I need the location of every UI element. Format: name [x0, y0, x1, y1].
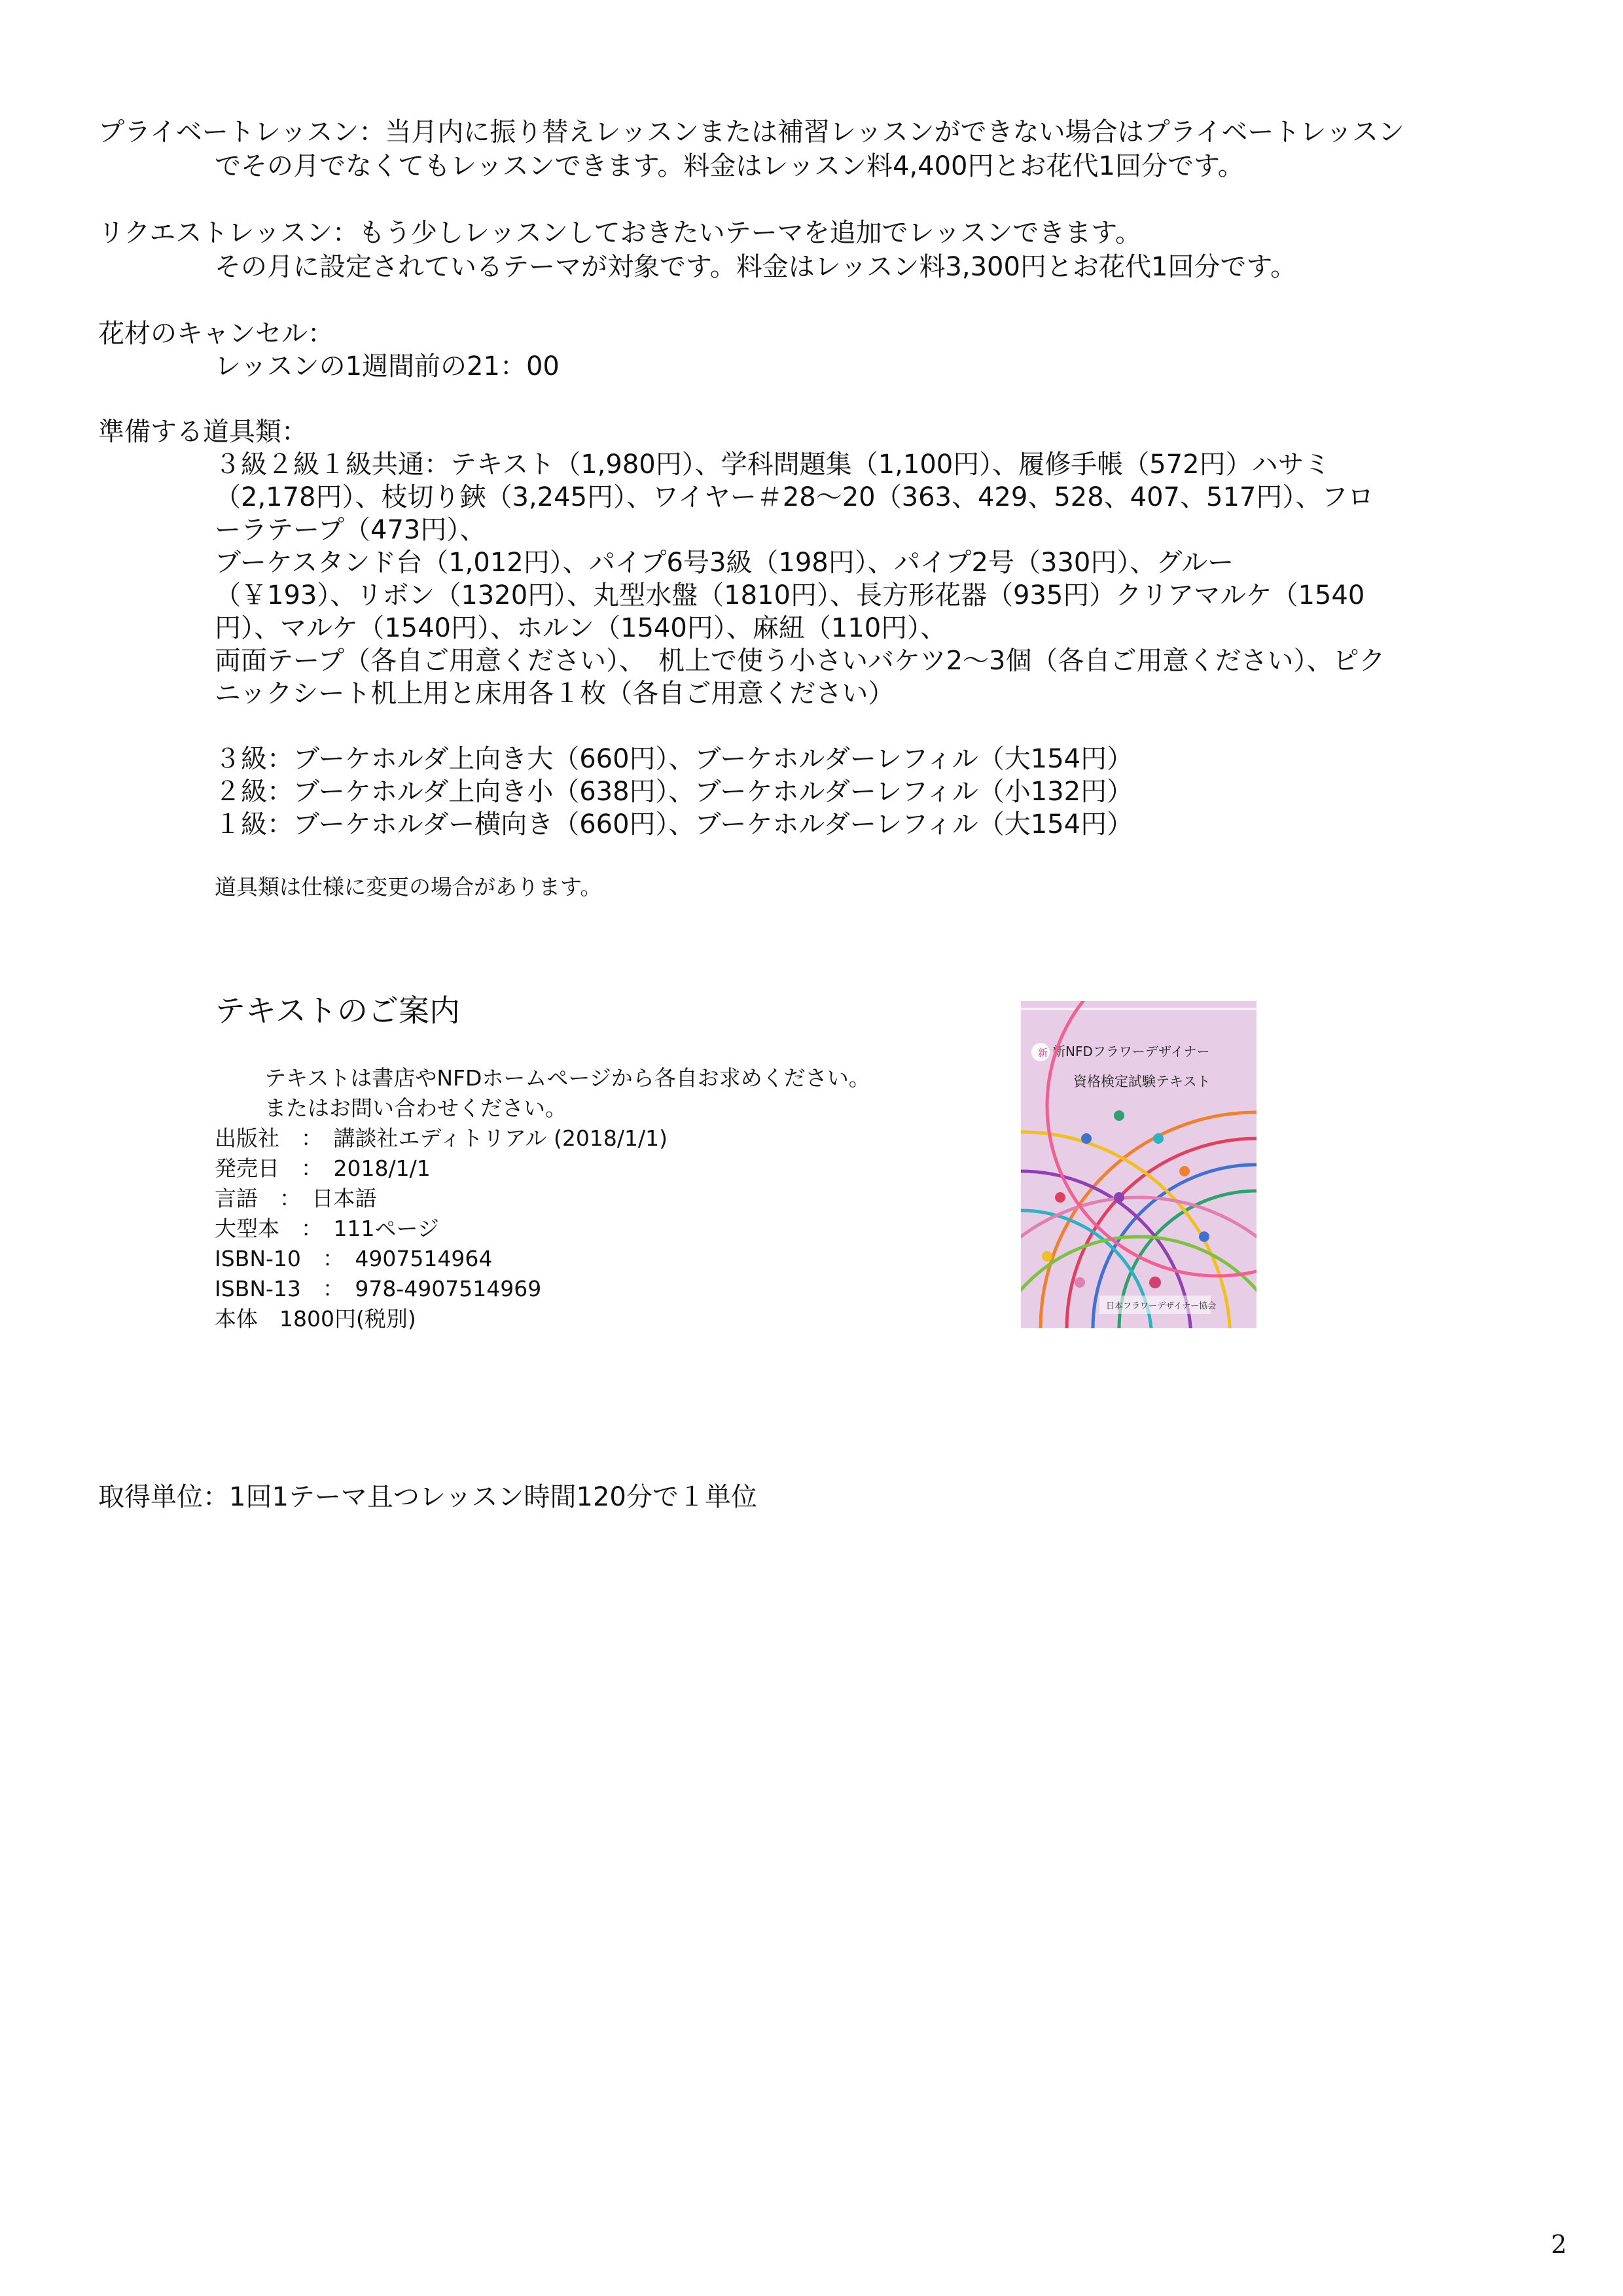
- request-lesson-line1: リクエストレッスン：もう少しレッスンしておきたいテーマを追加でレッスンできます。: [98, 218, 1141, 248]
- cancel-heading: 花材のキャンセル：: [98, 319, 334, 349]
- tools-line: （2,178円）、枝切り鋏（3,245円）、ワイヤー＃28～20（363、429、528、407、517円）、フロ: [215, 482, 1374, 512]
- book-cover-title2: 資格検定試験テキスト: [1073, 1074, 1211, 1089]
- tools-line: 両面テープ（各自ご用意ください）、 机上で使う小さいバケツ2～3個（各自ご用意ください）、ピク: [215, 646, 1385, 676]
- text-info-intro: またはお問い合わせください。: [264, 1095, 567, 1121]
- book-detail: ISBN-10 ： 4907514964: [215, 1246, 493, 1271]
- tools-line: （￥193）、リボン（1320円）、丸型水盤（1810円）、長方形花器（935円）クリアマルケ（1540: [215, 580, 1365, 610]
- cancel-detail: レッスンの1週間前の21：00: [215, 351, 560, 381]
- book-detail: 出版社 ： 講談社エディトリアル (2018/1/1): [215, 1125, 668, 1151]
- book-cover-title1: 新NFDフラワーデザイナー: [1052, 1044, 1210, 1059]
- book-detail: 本体 1800円(税別): [215, 1306, 416, 1332]
- text-info-intro: テキストは書店やNFDホームページから各自お求めください。: [264, 1065, 870, 1091]
- tools-line: ニックシート机上用と床用各１枚（各自ご用意ください）: [215, 679, 895, 709]
- grade-tools-2: ２級：ブーケホルダ上向き小（638円）、ブーケホルダーレフィル（小132円）: [215, 777, 1133, 807]
- book-detail: 言語 ： 日本語: [215, 1186, 377, 1211]
- book-detail: 大型本 ： 111ページ: [215, 1216, 439, 1241]
- credit-unit: 取得単位：1回1テーマ且つレッスン時間120分で１単位: [98, 1482, 757, 1512]
- private-lesson-line2: でその月でなくてもレッスンできます。料金はレッスン料4,400円とお花代1回分です。: [215, 151, 1244, 181]
- text-info-title: テキストのご案内: [215, 993, 461, 1029]
- tools-line: ーラテープ（473円）、: [215, 515, 486, 545]
- book-cover-image: [1021, 1001, 1257, 1328]
- tools-note: 道具類は仕様に変更の場合があります。: [215, 874, 602, 900]
- tools-heading: 準備する道具類：: [98, 417, 308, 447]
- page-number: 2: [1551, 2230, 1567, 2259]
- book-detail: ISBN-13 ： 978-4907514969: [215, 1276, 542, 1301]
- tools-line: ３級２級１級共通：テキスト（1,980円）、学科問題集（1,100円）、履修手帳（572円）ハサミ: [215, 450, 1330, 480]
- book-cover-publisher: 日本フラワーデザイナー協会: [1106, 1301, 1217, 1311]
- svg-text:新: 新: [1038, 1047, 1048, 1059]
- tools-line: ブーケスタンド台（1,012円）、パイプ6号3級（198円）、パイプ2号（330円）、グルー: [215, 548, 1234, 578]
- grade-tools-3: ３級：ブーケホルダ上向き大（660円）、ブーケホルダーレフィル（大154円）: [215, 744, 1133, 774]
- book-detail: 発売日 ： 2018/1/1: [215, 1156, 431, 1181]
- book-cover-art: [1021, 1001, 1257, 1328]
- tools-line: 円）、マルケ（1540円）、ホルン（1540円）、麻紐（110円）、: [215, 613, 947, 643]
- request-lesson-line2: その月に設定されているテーマが対象です。料金はレッスン料3,300円とお花代1回分です。: [215, 252, 1297, 282]
- private-lesson-line1: プライベートレッスン：当月内に振り替えレッスンまたは補習レッスンができない場合はプライベートレッスン: [98, 117, 1404, 147]
- grade-tools-1: １級：ブーケホルダー横向き（660円）、ブーケホルダーレフィル（大154円）: [215, 809, 1133, 839]
